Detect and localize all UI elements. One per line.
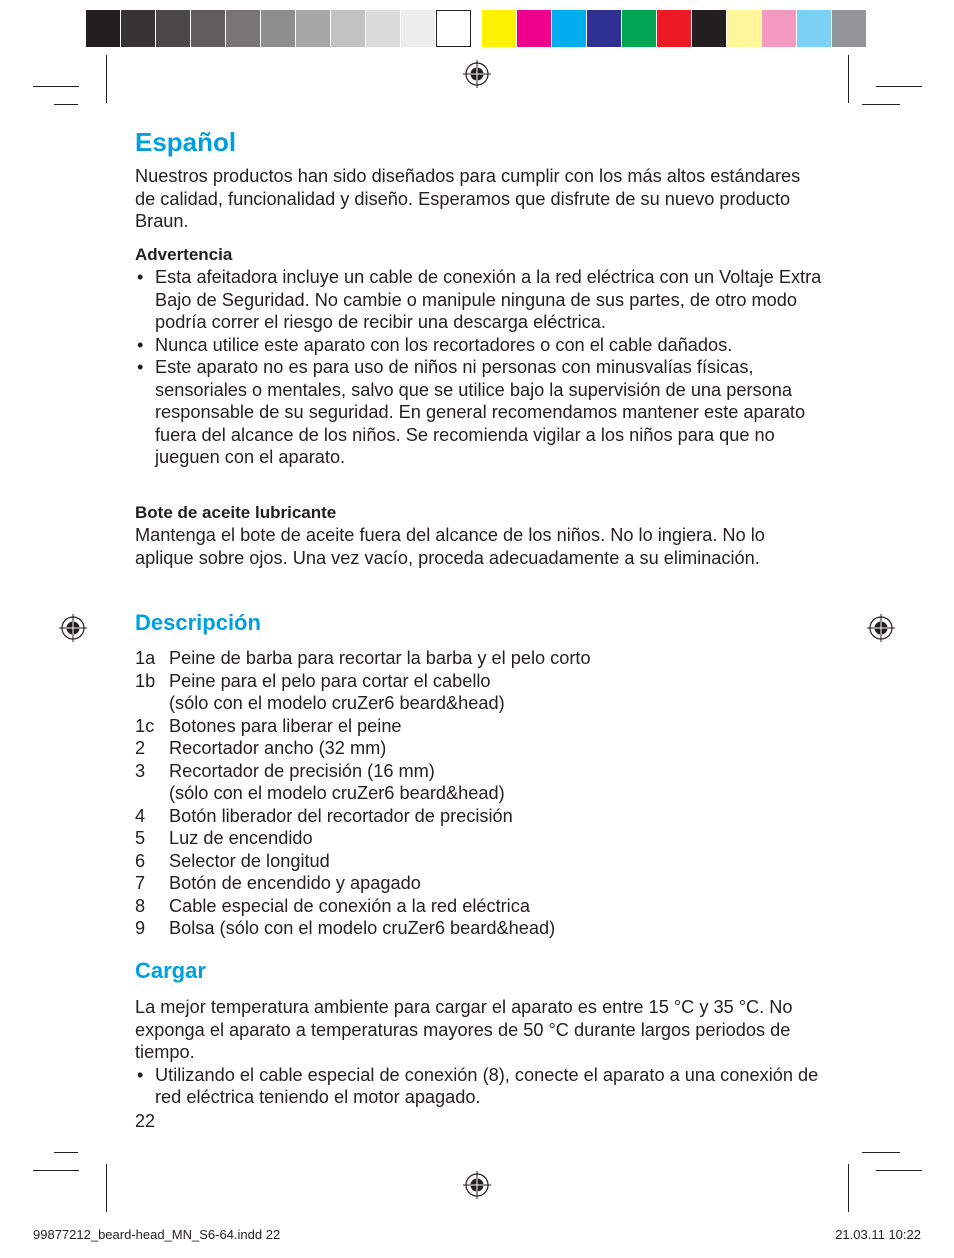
description-item: [135, 895, 825, 918]
description-item: [135, 827, 825, 850]
description-item-number: 1a: [135, 648, 156, 668]
description-item-number: 5: [135, 828, 146, 848]
charge-list: [135, 1064, 825, 1109]
oil-title: Bote de aceite lubricante: [135, 503, 337, 522]
color-swatch: [832, 10, 867, 47]
color-swatch: [552, 10, 587, 47]
process-color-bar: [482, 10, 867, 47]
description-item-text: [169, 737, 386, 760]
description-item-text: [169, 872, 421, 895]
description-item-text: [169, 715, 402, 738]
gray-swatch: [261, 10, 296, 47]
description-item-label: Selector de longitud: [169, 850, 330, 871]
gray-swatch: [436, 10, 471, 47]
color-swatch: [517, 10, 552, 47]
description-list: [135, 647, 825, 940]
color-swatch: [622, 10, 657, 47]
description-item-text: [169, 647, 591, 670]
description-item-text: [169, 850, 330, 873]
description-item-label: Peine de barba para recortar la barba y el pelo corto: [169, 648, 591, 668]
intro-section: [135, 165, 825, 233]
description-item-number: 6: [135, 850, 146, 871]
gray-swatch: [226, 10, 261, 47]
description-item-label: Luz de encendido: [169, 828, 313, 848]
description-item: [135, 850, 825, 873]
page-title: Español: [135, 127, 237, 157]
color-swatch: [727, 10, 762, 47]
color-swatch: [762, 10, 797, 47]
description-item-label: Recortador ancho (32 mm): [169, 738, 387, 758]
description-item-number: 7: [135, 873, 146, 893]
description-item: [135, 737, 825, 760]
description-item-text: [169, 760, 505, 805]
registration-mark-icon: [462, 59, 492, 89]
grayscale-color-bar: [86, 10, 471, 47]
description-item-text: [169, 895, 530, 918]
warning-item: • Este aparato no es para uso de niños ni personas con minusvalías físicas, sensoriales o mentales, salvo que se utilice bajo la supervisión de una persona responsable de su seguridad. En general recomendamos mantener este aparato fuera del alcance de los niños. Se recomienda vigilar a los niños para que no jueguen con el aparato.: [135, 356, 825, 469]
gray-swatch: [401, 10, 436, 47]
description-item-label: Botones para liberar el peine: [169, 715, 402, 736]
description-item-text: [169, 670, 505, 715]
charge-section: [135, 996, 825, 1109]
description-item-label: Cable especial de conexión a la red eléctrica: [169, 895, 530, 916]
gray-swatch: [121, 10, 156, 47]
description-item-label: Recortador de precisión (16 mm): [169, 760, 435, 781]
description-item: [135, 917, 825, 940]
description-item-number: 3: [135, 760, 146, 781]
description-item-label: Bolsa (sólo con el modelo cruZer6 beard&head): [169, 918, 556, 938]
warning-list: [135, 266, 825, 469]
description-item-number: 1c: [135, 715, 155, 736]
description-item: [135, 872, 825, 895]
warning-item: • Nunca utilice este aparato con los recortadores o con el cable dañados.: [135, 334, 825, 357]
description-item-note: (sólo con el modelo cruZer6 beard&head): [169, 783, 505, 803]
gray-swatch: [156, 10, 191, 47]
description-item-number: 9: [135, 918, 146, 938]
description-item-text: [169, 805, 513, 828]
color-swatch: [797, 10, 832, 47]
color-swatch: [657, 10, 692, 47]
gray-swatch: [366, 10, 401, 47]
gray-swatch: [331, 10, 366, 47]
description-item-label: Botón de encendido y apagado: [169, 873, 421, 893]
charge-title: Cargar: [135, 958, 206, 983]
description-item-label: Peine para el pelo para cortar el cabello: [169, 670, 491, 691]
charge-paragraph: La mejor temperatura ambiente para cargar el aparato es entre 15 °C y 35 °C. No exponga el aparato a temperaturas mayores de 50 °C durante largos periodos de tiempo.: [135, 997, 793, 1062]
description-item-note: (sólo con el modelo cruZer6 beard&head): [169, 693, 505, 713]
gray-swatch: [191, 10, 226, 47]
description-item: [135, 760, 825, 805]
slug-date: 21.03.11 10:22: [835, 1227, 921, 1242]
description-item: [135, 715, 825, 738]
description-item-number: 2: [135, 738, 146, 758]
description-title: Descripción: [135, 610, 261, 635]
page-number: 22: [135, 1111, 156, 1131]
warning-title: Advertencia: [135, 245, 233, 264]
description-item-text: [169, 827, 313, 850]
registration-mark-icon: [866, 613, 896, 643]
color-swatch: [587, 10, 622, 47]
color-swatch: [482, 10, 517, 47]
intro-paragraph: Nuestros productos han sido diseñados para cumplir con los más altos estándares de calidad, funcionalidad y diseño. Esperamos que disfrute de su nuevo producto Braun.: [135, 166, 801, 231]
oil-section: [135, 502, 825, 569]
description-item: [135, 670, 825, 715]
color-swatch: [692, 10, 727, 47]
charge-item: • Utilizando el cable especial de conexión (8), conecte el aparato a una conexión de red eléctrica teniendo el motor apagado.: [135, 1064, 825, 1109]
slug-filename: 99877212_beard-head_MN_S6-64.indd 22: [33, 1227, 281, 1242]
registration-mark-icon: [462, 1170, 492, 1200]
description-item: [135, 805, 825, 828]
oil-paragraph: Mantenga el bote de aceite fuera del alcance de los niños. No lo ingiera. No lo aplique sobre ojos. Una vez vacío, proceda adecuadamente a su eliminación.: [135, 525, 765, 568]
description-item-label: Botón liberador del recortador de precisión: [169, 805, 513, 826]
description-item-text: [169, 917, 555, 940]
warning-section: [135, 244, 825, 469]
description-item-number: 8: [135, 895, 146, 916]
gray-swatch: [296, 10, 331, 47]
gray-swatch: [86, 10, 121, 47]
description-item-number: 4: [135, 805, 146, 826]
description-item-number: 1b: [135, 670, 156, 691]
warning-item: • Esta afeitadora incluye un cable de conexión a la red eléctrica con un Voltaje Extra Bajo de Seguridad. No cambie o manipule ninguna de sus partes, de otro modo podría correr el riesgo de recibir una descarga eléctrica.: [135, 266, 825, 334]
registration-mark-icon: [58, 613, 88, 643]
description-item: [135, 647, 825, 670]
